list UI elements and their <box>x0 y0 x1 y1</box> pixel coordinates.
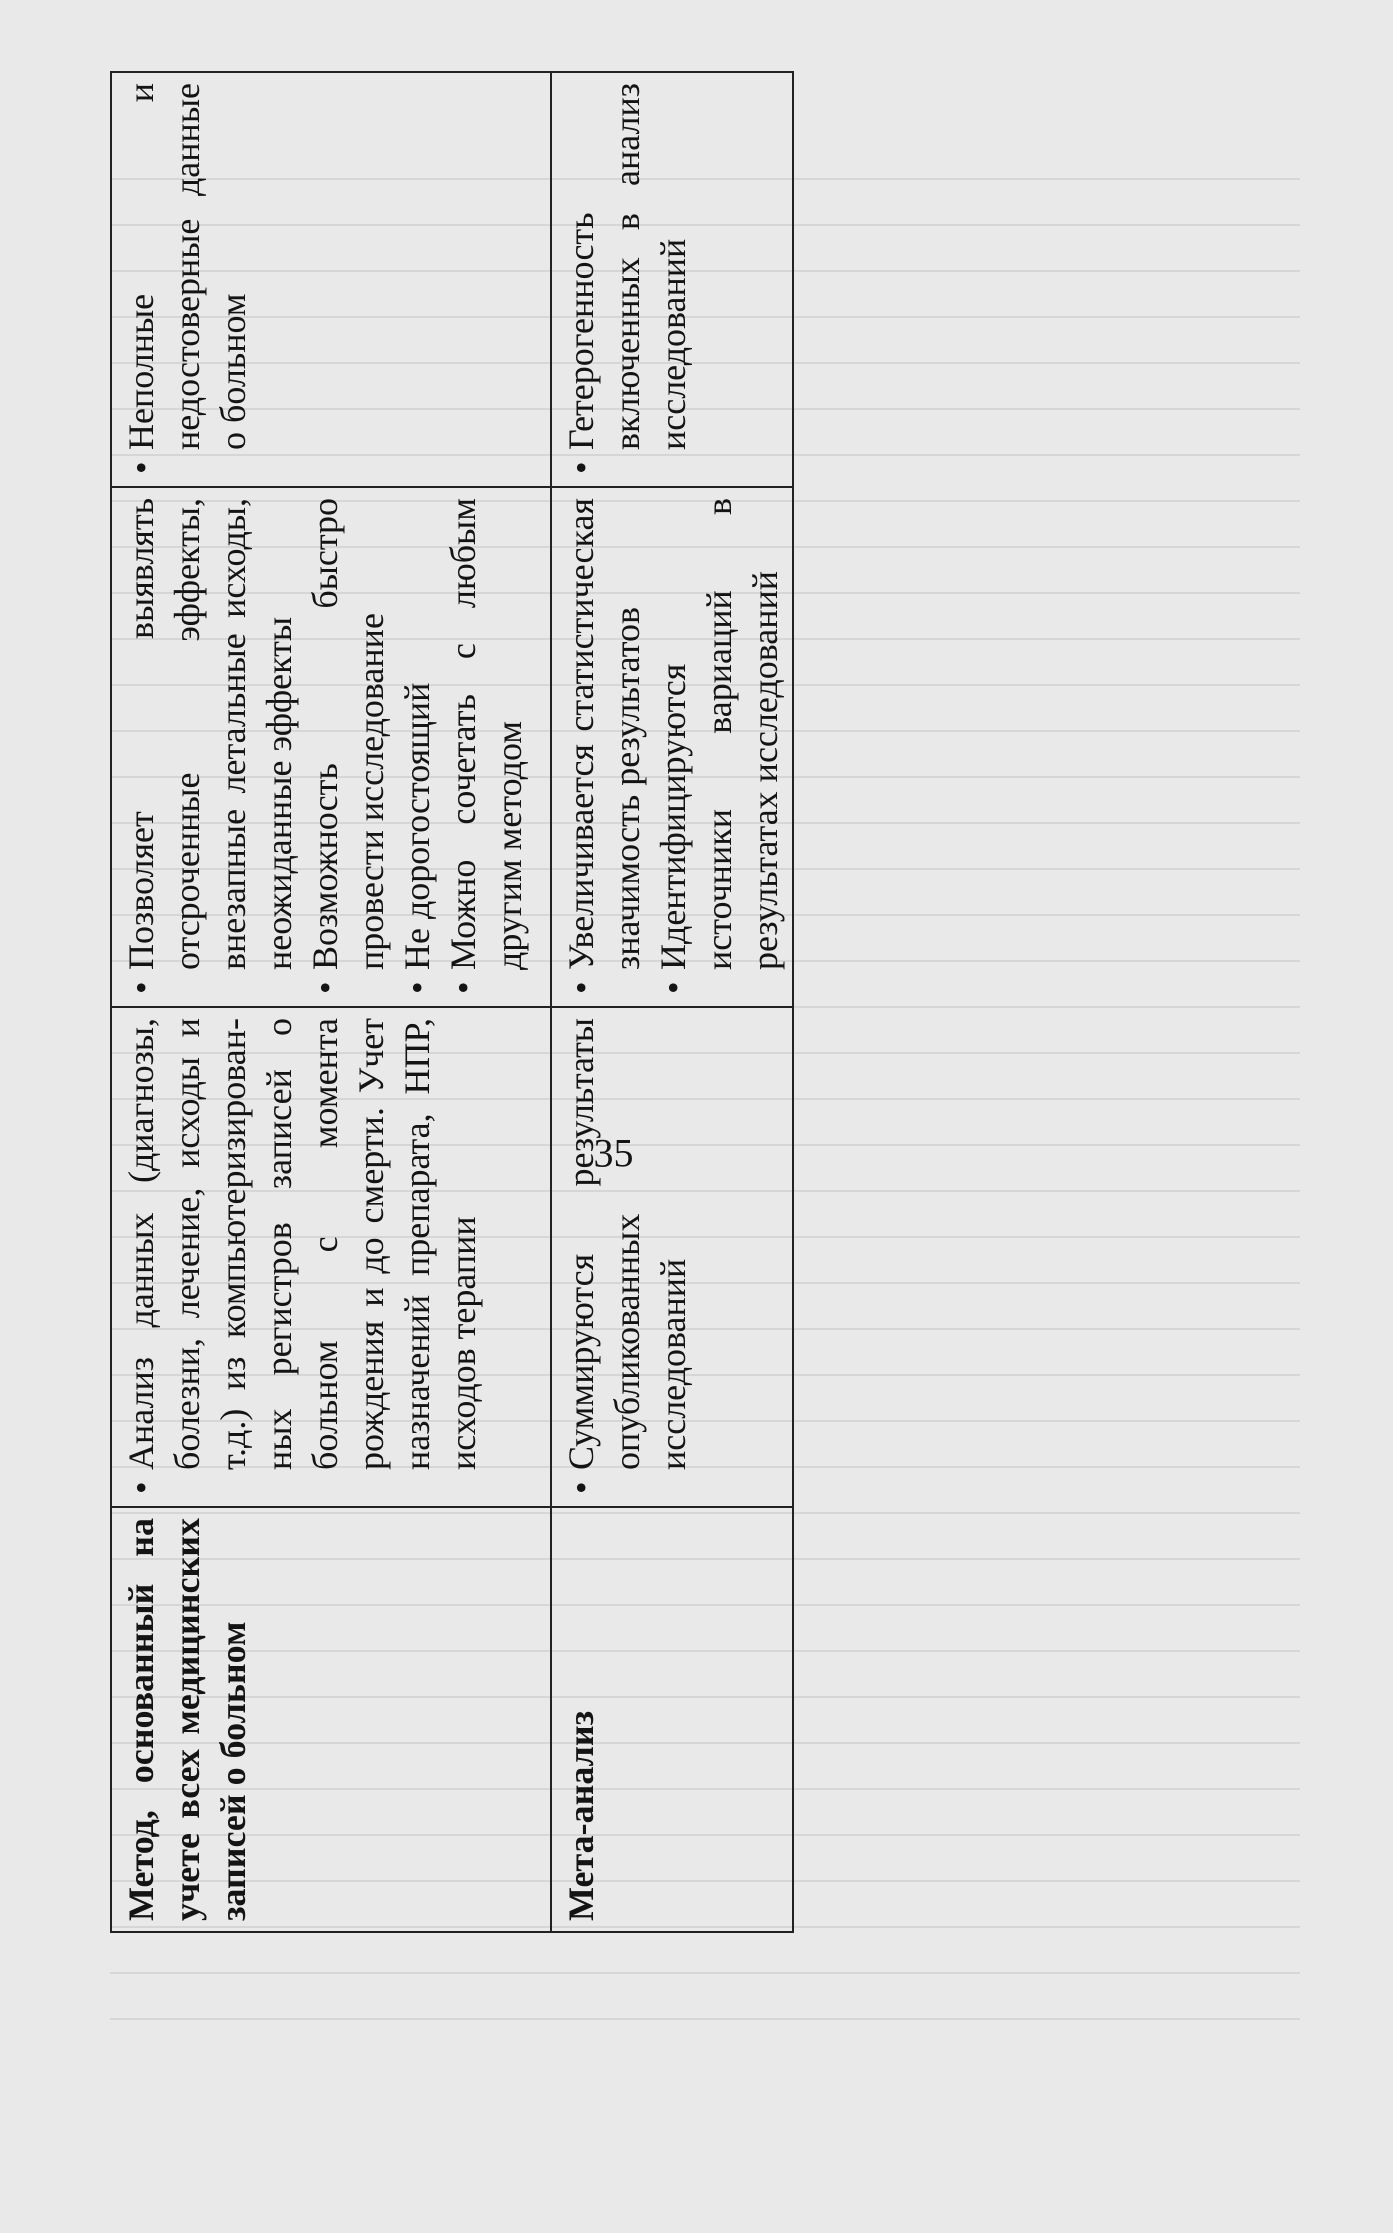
method-name-cell: Мета-анализ <box>551 1507 793 1932</box>
page-number: 35 <box>593 1130 634 1176</box>
list-item: • Гетерогенность включенных в анализ исследований <box>558 83 696 476</box>
description-cell <box>551 1007 793 1507</box>
advantages-cell <box>111 487 551 1007</box>
list-item: • Увеличивается статистическая значимость результатов <box>558 498 650 996</box>
list-item: • Можно сочетать с любым другим методом <box>440 498 532 996</box>
list-item: • Возможность быстро провести исследование <box>302 498 394 996</box>
methods-comparison-table <box>110 71 794 1933</box>
list-item: • Анализ данных (диагнозы, болезни, лечение, исходы и т.д.) из компьютеризирован-ных регистров записей о больном с момента рождения и до смерти. Учет назначений препарата, НПР, исходов терапии <box>118 1018 486 1496</box>
method-name-cell: Метод, основанный на учете всех медицинских записей о больном <box>111 1507 551 1932</box>
list-item: • Идентифицируются источники вариаций в результатах исследований <box>650 498 788 996</box>
table-row <box>111 72 551 1932</box>
disadvantages-cell <box>111 72 551 487</box>
disadvantages-cell <box>551 72 793 487</box>
list-item: • Неполные и недостоверные данные о больном <box>118 83 256 476</box>
table-row <box>551 72 793 1932</box>
list-item: • Суммируются результаты опубликованных исследований <box>558 1018 696 1496</box>
description-cell <box>111 1007 551 1507</box>
advantages-cell <box>551 487 793 1007</box>
list-item: • Позволяет выявлять отсроченные эффекты, внезапные летальные исходы, неожиданные эффекты <box>118 498 302 996</box>
list-item: • Не дорогостоящий <box>394 498 440 996</box>
